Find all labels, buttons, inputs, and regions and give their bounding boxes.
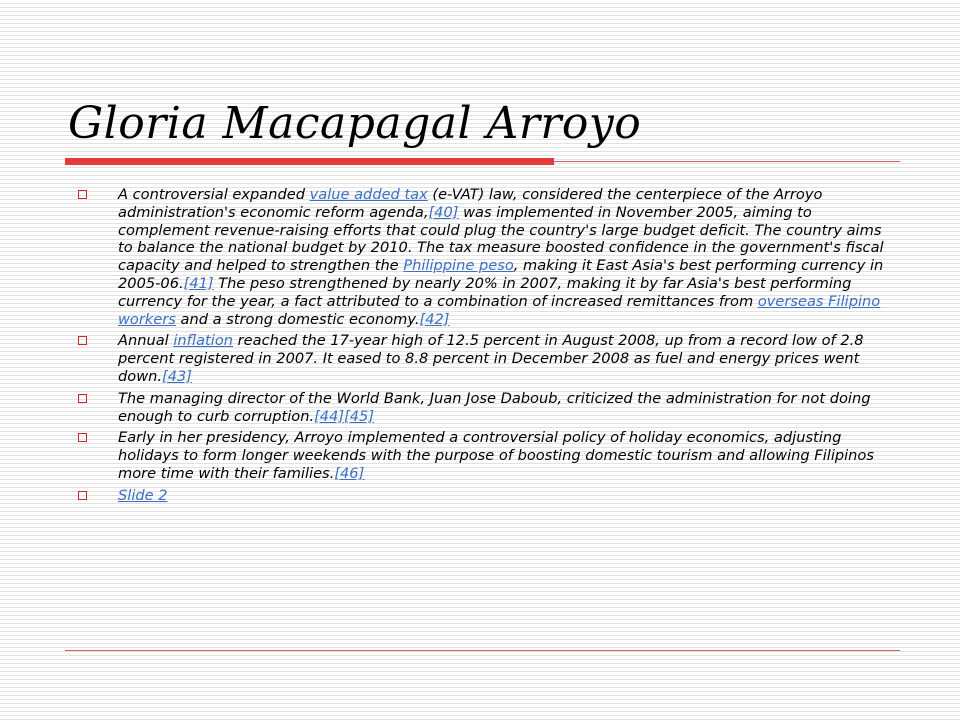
citation-link-42[interactable]: [42]	[419, 310, 450, 328]
bullet-list	[68, 186, 900, 509]
footer-rule	[65, 650, 900, 651]
bullet-text: and a strong domestic economy.	[175, 310, 420, 328]
citation-link-44[interactable]: [44]	[314, 407, 345, 425]
bullet-text: (e-VAT) law, considered the centerpiece of the Arroyo administration's economic reform agenda,	[118, 186, 823, 221]
title-underline-accent	[65, 158, 554, 165]
bullet-item-holiday-economics	[68, 429, 900, 482]
citation-link-46[interactable]: [46]	[334, 464, 365, 482]
link-philippine-peso[interactable]: Philippine peso	[403, 257, 514, 275]
hollow-square-icon	[78, 190, 87, 199]
link-overseas-filipino-workers[interactable]: overseas Filipino workers	[118, 292, 881, 328]
link-value-added-tax[interactable]: value added tax	[309, 186, 428, 203]
bullet-text: A controversial expanded	[118, 186, 310, 203]
hollow-square-icon	[78, 336, 87, 345]
hollow-square-icon	[78, 433, 87, 442]
hollow-square-icon	[78, 394, 87, 403]
slide-title: Gloria Macapagal Arroyo	[68, 98, 642, 149]
citation-link-41[interactable]: [41]	[183, 274, 214, 292]
title-underline-rule	[554, 161, 900, 162]
link-slide-2[interactable]: Slide 2	[118, 486, 168, 504]
bullet-text: Early in her presidency, Arroyo implemented a controversial policy of holiday economics, adjusting holidays to form longer weekends with the purpose of boosting domestic tourism and allowing Filipinos more time with their families.	[118, 429, 874, 482]
bullet-text: reached the 17-year high of 12.5 percent in August 2008, up from a record low of 2.8 percent registered in 2007. It eased to 8.8 percent in December 2008 as fuel and energy prices went down.	[118, 332, 864, 385]
bullet-text: The peso strengthened by nearly 20% in 2007, making it by far Asia's best performing currency for the year, a fact attributed to a combination of increased remittances from	[118, 274, 852, 310]
bullet-item-vat	[68, 186, 900, 328]
citation-link-43[interactable]: [43]	[162, 367, 192, 385]
citation-link-40[interactable]: [40]	[428, 203, 459, 221]
bullet-text: The managing director of the World Bank, Juan Jose Daboub, criticized the administration for not doing enough to curb corruption.	[118, 389, 871, 425]
hollow-square-icon	[78, 491, 87, 500]
bullet-text: Annual	[118, 332, 174, 350]
bullet-item-world-bank	[68, 390, 900, 426]
link-inflation[interactable]: inflation	[173, 332, 234, 350]
citation-link-45[interactable]: [45]	[344, 407, 375, 425]
bullet-item-slide-2	[68, 487, 900, 505]
bullet-text: was implemented in November 2005, aiming to complement revenue-raising efforts that could plug the country's large budget deficit. The country aims to balance the national budget by 2010. The tax measure boosted confidence in the government's fiscal capacity and helped to strengthen the	[118, 203, 884, 275]
bullet-item-inflation	[68, 332, 900, 385]
bullet-text: , making it East Asia's best performing currency in 2005-06.	[118, 257, 884, 292]
